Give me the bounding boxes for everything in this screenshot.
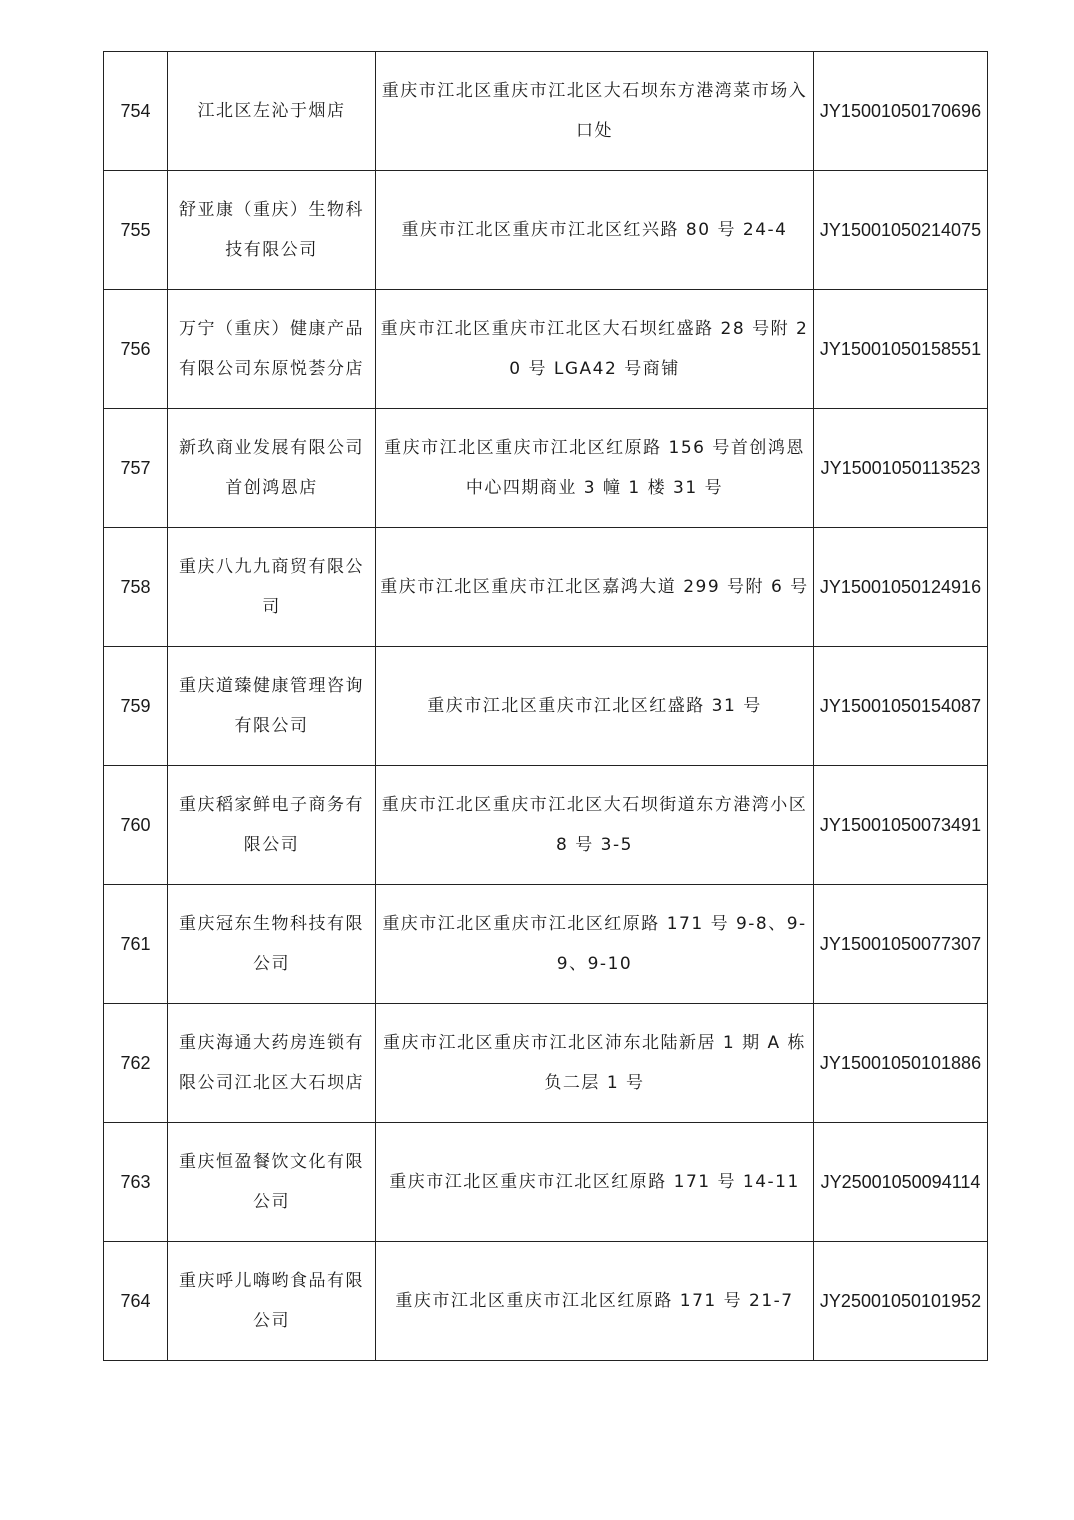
- license-number: JY15001050124916: [814, 528, 988, 647]
- business-name: 重庆恒盈餐饮文化有限公司: [168, 1123, 376, 1242]
- table-row: [104, 171, 988, 290]
- row-number: 763: [104, 1123, 168, 1242]
- license-number: JY25001050101952: [814, 1242, 988, 1361]
- row-number: 756: [104, 290, 168, 409]
- business-name: 重庆海通大药房连锁有限公司江北区大石坝店: [168, 1004, 376, 1123]
- table-row: [104, 1242, 988, 1361]
- business-address: 重庆市江北区重庆市江北区沛东北陆新居 1 期 A 栋负二层 1 号: [376, 1004, 814, 1123]
- license-number: JY15001050170696: [814, 52, 988, 171]
- license-number: JY15001050158551: [814, 290, 988, 409]
- business-address: 重庆市江北区重庆市江北区红兴路 80 号 24-4: [376, 171, 814, 290]
- business-name: 新玖商业发展有限公司首创鸿恩店: [168, 409, 376, 528]
- business-name: 万宁（重庆）健康产品有限公司东原悦荟分店: [168, 290, 376, 409]
- license-number: JY15001050073491: [814, 766, 988, 885]
- business-name: 重庆稻家鲜电子商务有限公司: [168, 766, 376, 885]
- row-number: 760: [104, 766, 168, 885]
- business-name: 重庆呼儿嗨哟食品有限公司: [168, 1242, 376, 1361]
- business-address: 重庆市江北区重庆市江北区红原路 156 号首创鸿恩中心四期商业 3 幢 1 楼 31 号: [376, 409, 814, 528]
- table-row: [104, 1004, 988, 1123]
- table-row: [104, 409, 988, 528]
- license-number: JY15001050101886: [814, 1004, 988, 1123]
- license-number: JY15001050154087: [814, 647, 988, 766]
- business-address: 重庆市江北区重庆市江北区红原路 171 号 21-7: [376, 1242, 814, 1361]
- table-row: [104, 1123, 988, 1242]
- business-address: 重庆市江北区重庆市江北区大石坝红盛路 28 号附 20 号 LGA42 号商铺: [376, 290, 814, 409]
- business-name: 舒亚康（重庆）生物科技有限公司: [168, 171, 376, 290]
- business-name: 江北区左沁于烟店: [168, 52, 376, 171]
- license-number: JY25001050094114: [814, 1123, 988, 1242]
- business-address: 重庆市江北区重庆市江北区大石坝街道东方港湾小区 8 号 3-5: [376, 766, 814, 885]
- license-number: JY15001050077307: [814, 885, 988, 1004]
- table-row: [104, 766, 988, 885]
- row-number: 758: [104, 528, 168, 647]
- business-name: 重庆冠东生物科技有限公司: [168, 885, 376, 1004]
- business-address: 重庆市江北区重庆市江北区嘉鸿大道 299 号附 6 号: [376, 528, 814, 647]
- business-address: 重庆市江北区重庆市江北区红原路 171 号 14-11: [376, 1123, 814, 1242]
- table-row: [104, 885, 988, 1004]
- row-number: 761: [104, 885, 168, 1004]
- table-row: [104, 528, 988, 647]
- table-row: [104, 52, 988, 171]
- license-number: JY15001050113523: [814, 409, 988, 528]
- business-name: 重庆八九九商贸有限公司: [168, 528, 376, 647]
- business-address: 重庆市江北区重庆市江北区红原路 171 号 9-8、9-9、9-10: [376, 885, 814, 1004]
- business-name: 重庆道臻健康管理咨询有限公司: [168, 647, 376, 766]
- document-page: [103, 51, 987, 1361]
- row-number: 755: [104, 171, 168, 290]
- row-number: 762: [104, 1004, 168, 1123]
- row-number: 754: [104, 52, 168, 171]
- table-row: [104, 647, 988, 766]
- license-table: [103, 51, 988, 1361]
- row-number: 757: [104, 409, 168, 528]
- business-address: 重庆市江北区重庆市江北区大石坝东方港湾菜市场入口处: [376, 52, 814, 171]
- row-number: 759: [104, 647, 168, 766]
- business-address: 重庆市江北区重庆市江北区红盛路 31 号: [376, 647, 814, 766]
- table-row: [104, 290, 988, 409]
- license-number: JY15001050214075: [814, 171, 988, 290]
- row-number: 764: [104, 1242, 168, 1361]
